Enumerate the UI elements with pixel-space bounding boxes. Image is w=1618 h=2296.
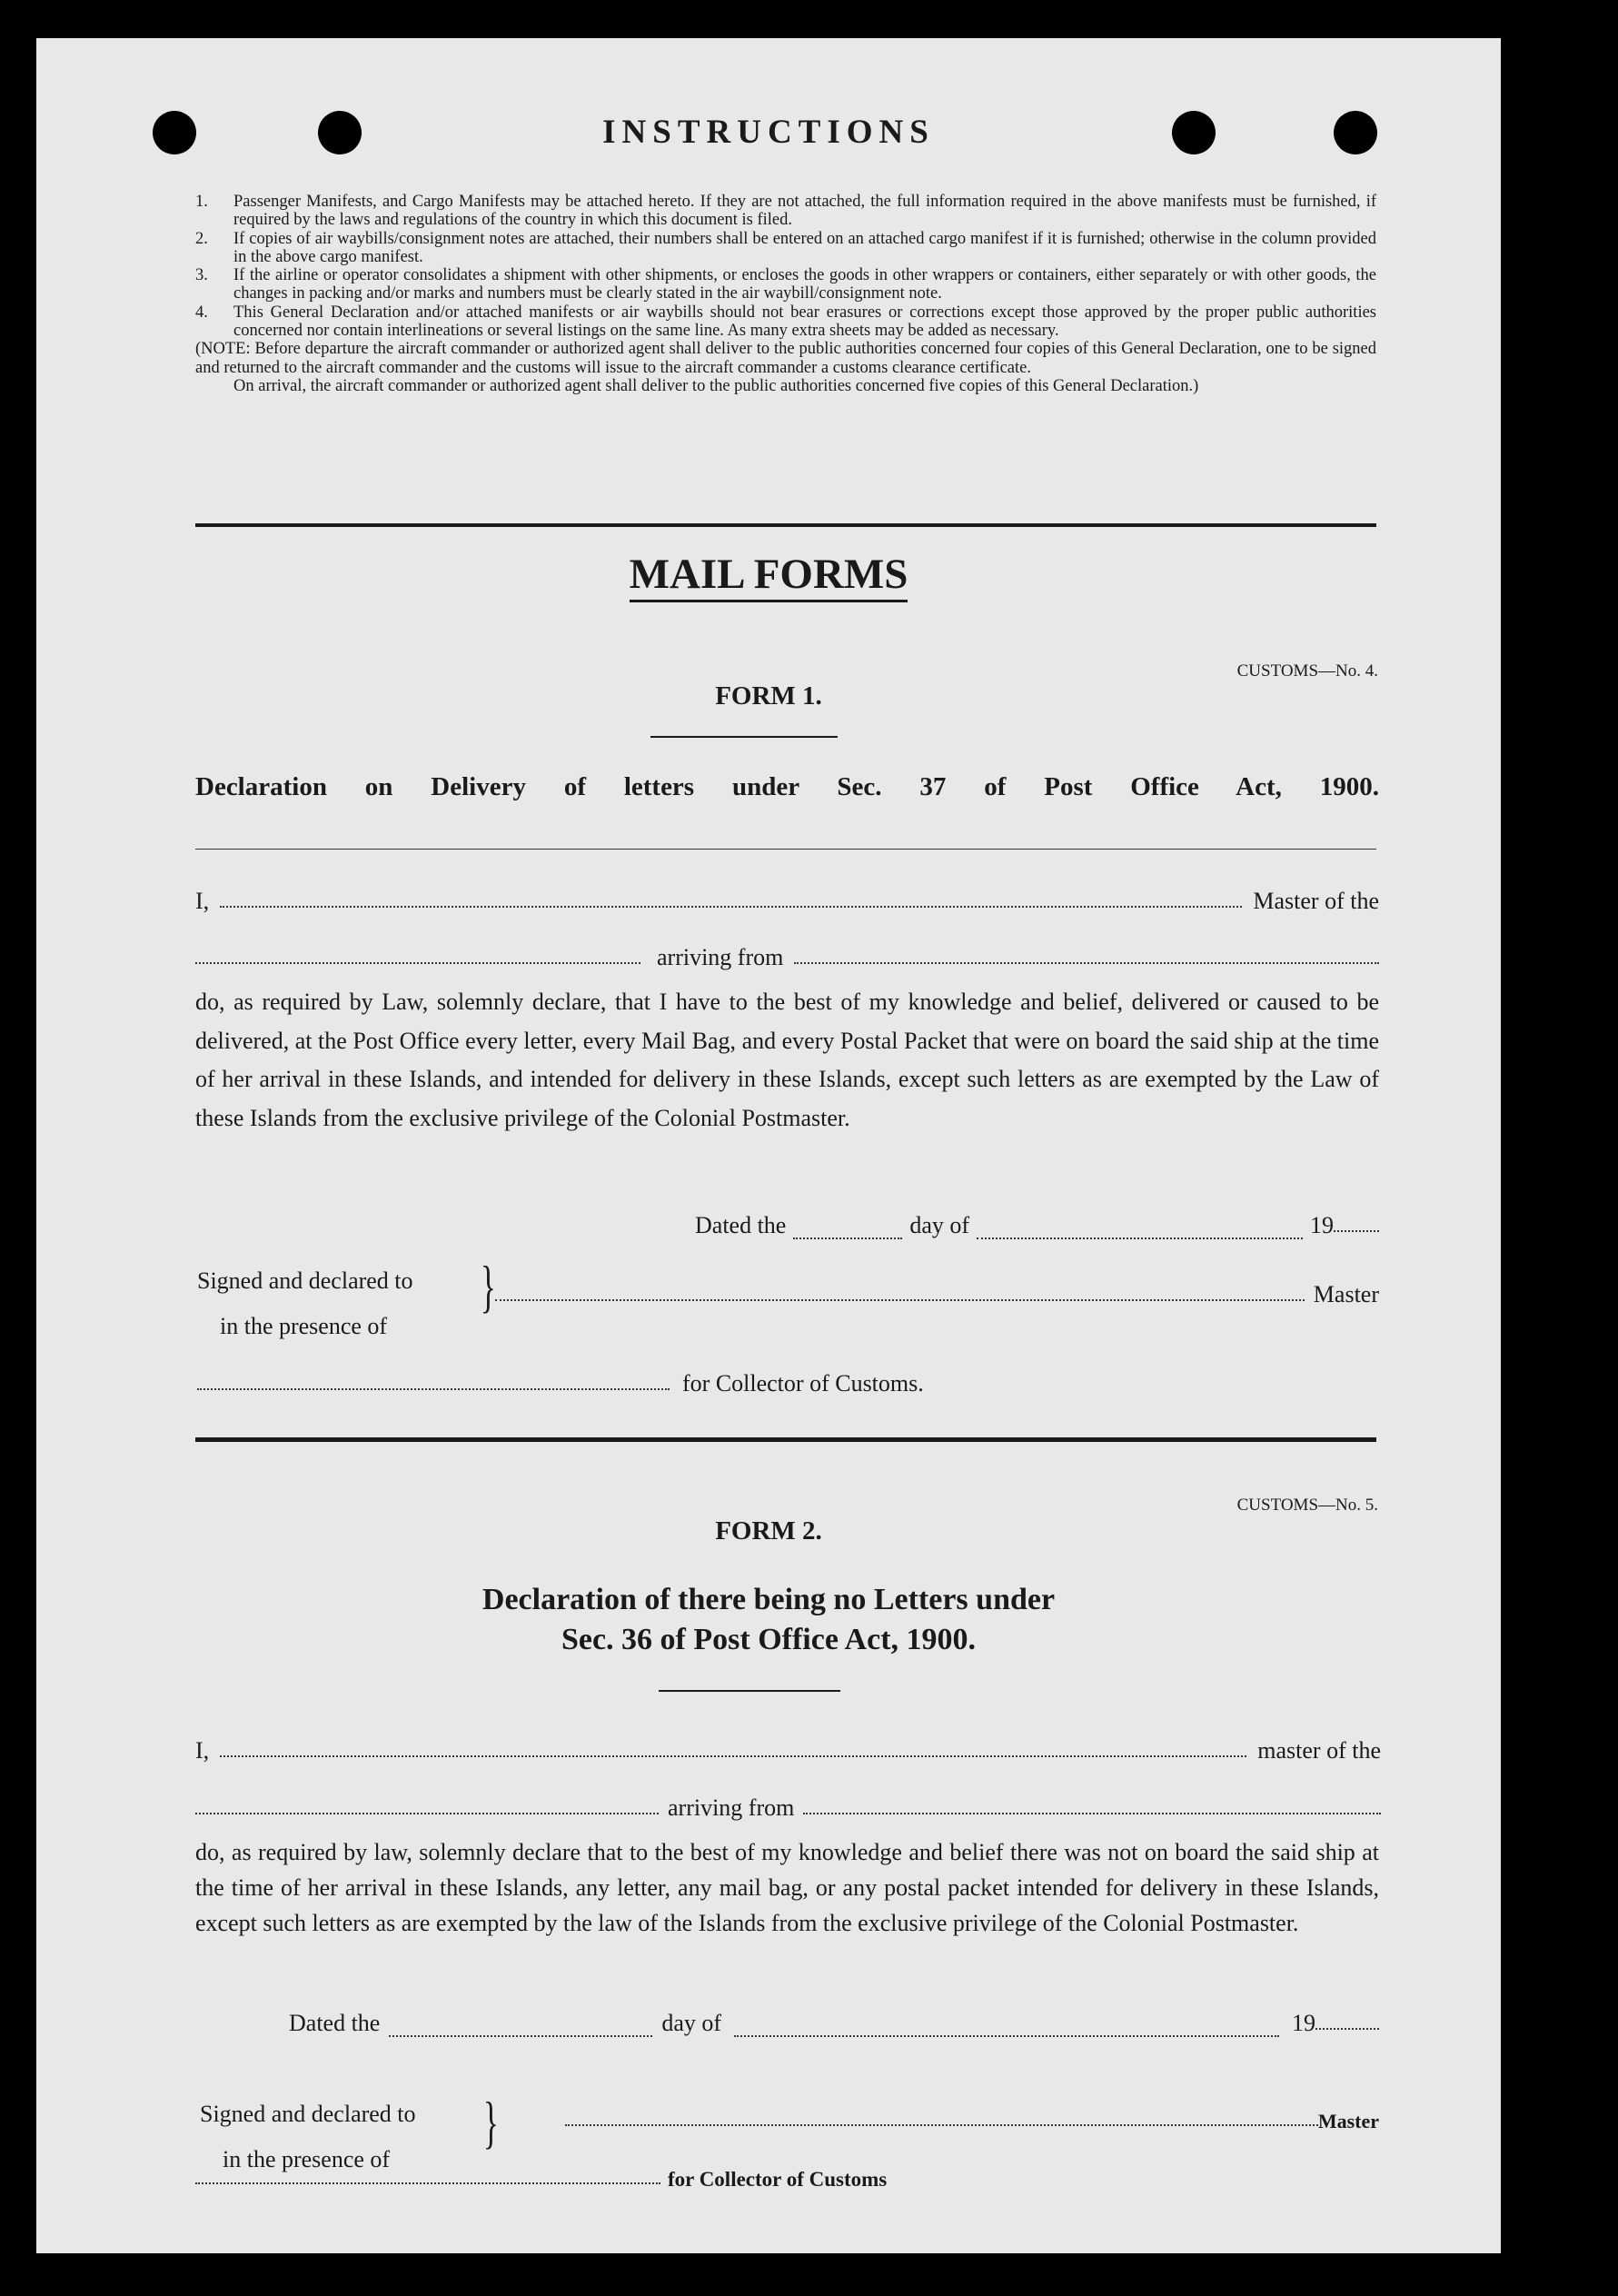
form2-origin-field[interactable] [803,1813,1381,1814]
form1-date-day-field[interactable] [793,1237,902,1239]
form2-name-field[interactable] [220,1755,1246,1757]
form1-customs-number: CUSTOMS—No. 4. [1236,661,1378,681]
form1-arriving-line: arriving from [195,944,1379,971]
form1-month-field[interactable] [977,1237,1303,1239]
section-divider [195,523,1376,527]
form1-declaration-heading: Declaration on Delivery of letters under Sec. 37 of Post Office Act, 1900. [195,772,1379,801]
form2-brace: } [482,2090,499,2154]
form1-ship-field[interactable] [195,962,640,964]
form2-signed-label: Signed and declared to in the presence of [200,2101,416,2172]
form1-master-signature-line: Master [495,1281,1379,1308]
instructions-list [195,193,1376,395]
form2-customs-number: CUSTOMS—No. 5. [1236,1496,1378,1515]
document-page [36,38,1501,2253]
form2-arriving-line: arriving from [195,1794,1381,1822]
form1-origin-field[interactable] [794,962,1379,964]
form1-signed-label: Signed and declared to in the presence of [197,1267,413,1339]
form2-declaration-text: do, as required by law, solemnly declare that to the best of my knowledge and belief there was not on board the said ship at the time of her arrival in these Islands, any letter, any mail bag, or any postal packet intended for delivery in these Islands, except such letters as are exempted by the law of the Islands from the exclusive privilege of the Colonial Postmaster. [195,1839,1379,1936]
instruction-note-arrival: On arrival, the aircraft commander or authorized agent shall deliver to the public authorities concerned five copies of this General Declaration.) [233,376,1199,395]
form2-collector-line: for Collector of Customs [195,2168,1013,2192]
instructions-title: INSTRUCTIONS [602,114,935,151]
form2-dated-line: Dated the day of 19 [289,2010,1379,2037]
form1-title-underline [650,736,838,738]
instruction-item: 4. This General Declaration and/or attached manifests or air waybills should not bear erasures or corrections except those approved by the proper public authorities concerned nor contain interlineations or several listings on the same line. As many extra sheets may be added as necessary. [195,303,1376,341]
form2-date-day-field[interactable] [389,2035,652,2037]
form1-dated-line: Dated the day of 19 [695,1212,1379,1239]
form1-title: FORM 1. [715,681,822,711]
form1-heading-rule [195,849,1376,850]
instruction-item: 2. If copies of air waybills/consignment notes are attached, their numbers shall be entered on an attached cargo manifest if it is furnished; otherwise in the column provided in the above cargo manifest. [195,229,1376,266]
instruction-item: 1. Passenger Manifests, and Cargo Manifests may be attached hereto. If they are not attached, the full information required in the above manifests must be furnished, if required by the laws and regulations of the country in which this document is filed. [195,193,1376,230]
form-divider [195,1437,1376,1442]
form2-title-underline [659,1690,840,1692]
form2-year-field[interactable] [1315,2028,1379,2030]
form2-title: FORM 2. [715,1516,822,1546]
form1-brace: } [480,1254,496,1318]
form1-name-field[interactable] [220,906,1242,908]
mail-forms-title: MAIL FORMS [36,550,1501,599]
form1-master-signature-field[interactable] [495,1299,1305,1301]
instruction-note: (NOTE: Before departure the aircraft commander or authorized agent shall deliver to the public authorities concerned four copies of this General Declaration, one to be signed and returned to the aircraft commander and the customs will issue to the aircraft commander a customs clearance certificate. [195,340,1376,377]
instruction-item: 3. If the airline or operator consolidates a shipment with other shipments, or encloses the goods in other wrappers or containers, either separately or with other goods, the changes in packing and/or marks and numbers must be clearly stated in the air waybill/consignment note. [195,266,1376,303]
form2-master-signature-field[interactable] [565,2124,1318,2126]
form2-ship-field[interactable] [195,1813,659,1814]
form2-master-line: I, master of the [195,1737,1381,1764]
form2-month-field[interactable] [734,2035,1279,2037]
form2-collector-field[interactable] [195,2182,660,2184]
form1-declaration-text: do, as required by Law, solemnly declare, that I have to the best of my knowledge and belief, delivered or caused to be delivered, at the Post Office every letter, every Mail Bag, and every Postal Packet that were on board the said ship at the time of her arrival in these Islands, and intended for delivery in these Islands, except such letters as are exempted by the Law of these Islands from the exclusive privilege of the Colonial Postmaster. [195,989,1379,1131]
form1-collector-line: for Collector of Customs. [197,1370,1015,1397]
form1-year-field[interactable] [1334,1230,1379,1232]
form2-declaration-heading: Declaration of there being no Letters under Sec. 36 of Post Office Act, 1900. [481,1583,1056,1656]
form2-master-signature-line: Master [565,2110,1379,2133]
form1-collector-field[interactable] [197,1388,670,1390]
form1-master-line: I, Master of the [195,888,1379,914]
